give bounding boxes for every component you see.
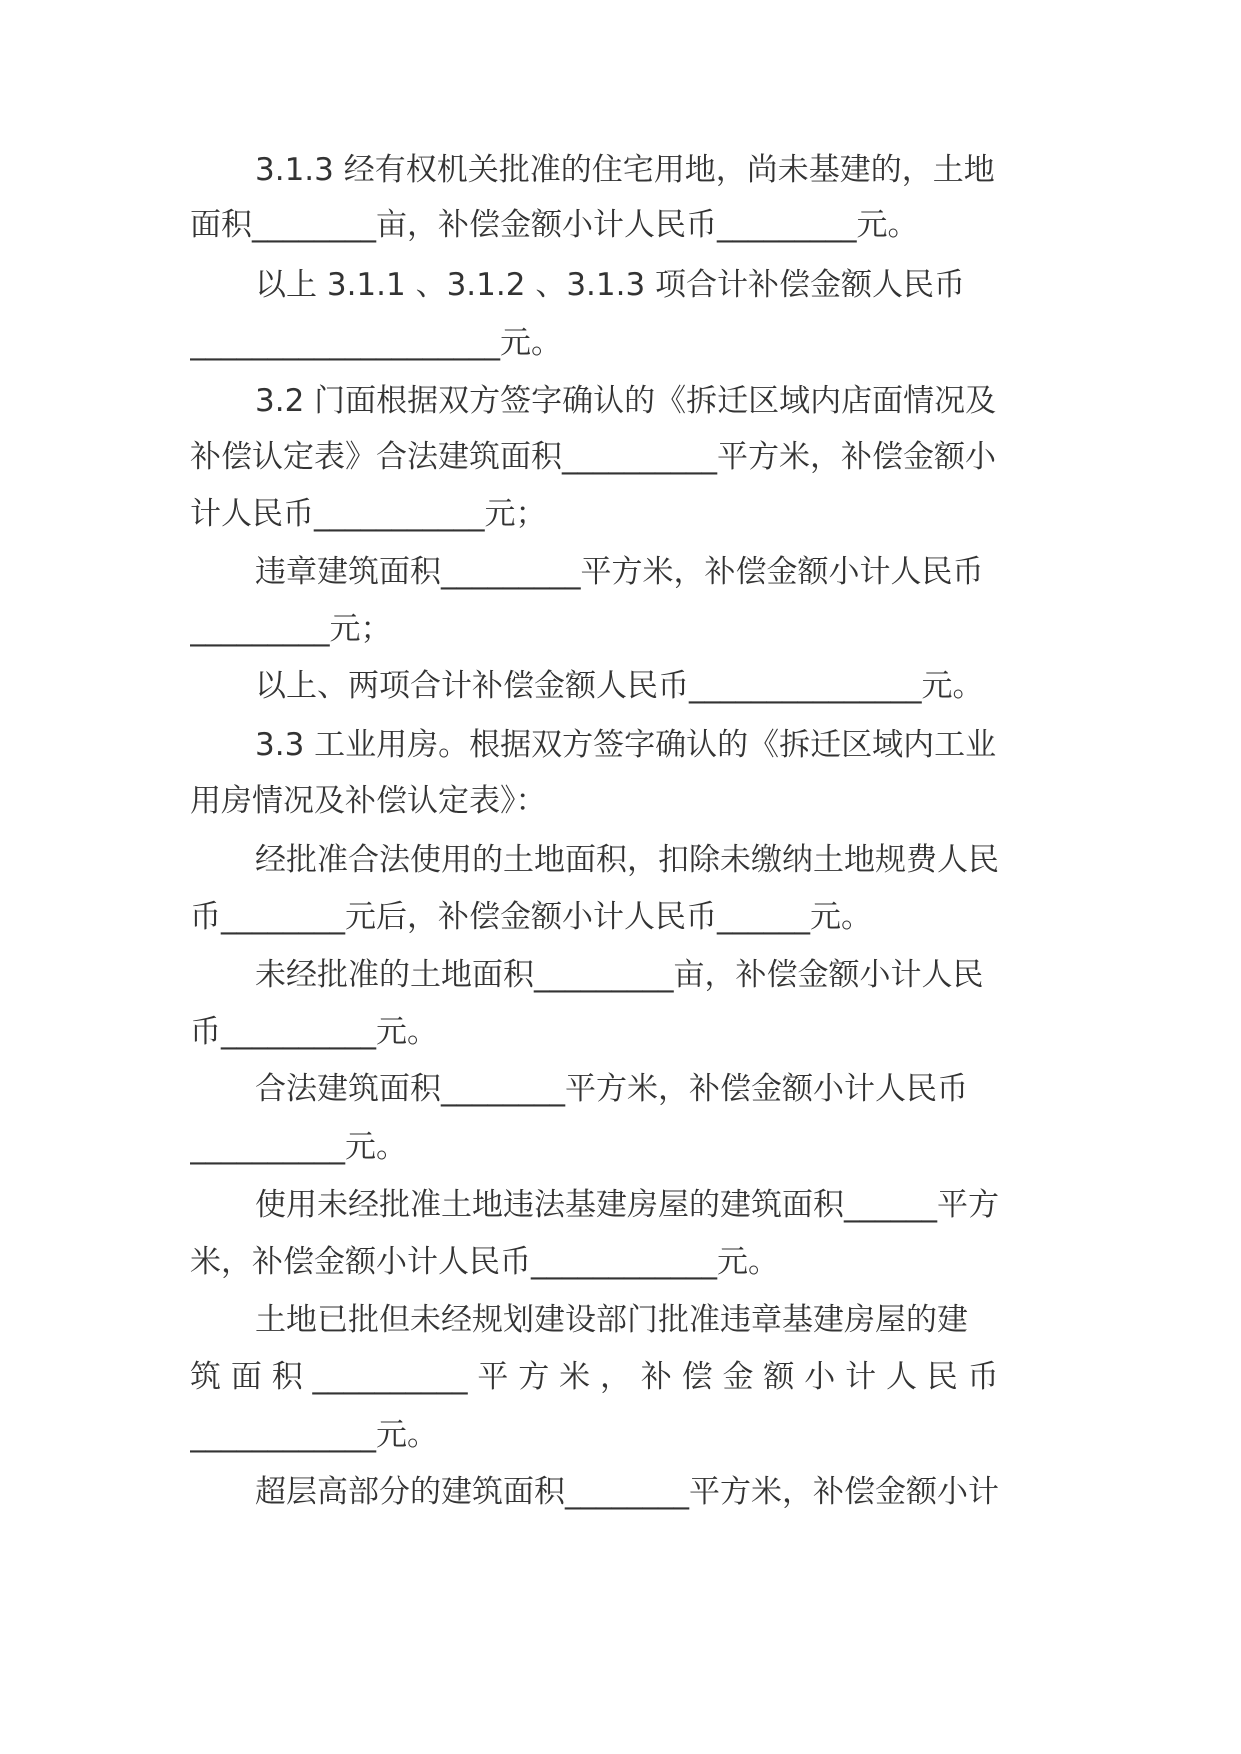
- doc-line-12: 用房情况及补偿认定表》：: [190, 783, 547, 819]
- doc-line-10: 以上、两项合计补偿金额人民币_______________元。: [255, 668, 984, 704]
- doc-line-21: 土地已批但未经规划建设部门批准违章基建房屋的建: [255, 1302, 968, 1338]
- doc-line-23: ____________元。: [190, 1417, 438, 1453]
- doc-line-20: 米，补偿金额小计人民币____________元。: [190, 1244, 779, 1280]
- doc-line-11: 3.3 工业用房。根据双方签字确认的《拆迁区域内工业: [255, 727, 997, 763]
- doc-line-17: 合法建筑面积________平方米，补偿金额小计人民币: [255, 1071, 968, 1107]
- doc-line-3: 以上 3.1.1 、3.1.2 、3.1.3 项合计补偿金额人民币: [255, 267, 966, 303]
- doc-line-13: 经批准合法使用的土地面积，扣除未缴纳土地规费人民: [255, 842, 999, 878]
- doc-line-19: 使用未经批准土地违法基建房屋的建筑面积______平方: [255, 1187, 999, 1223]
- doc-line-8: 违章建筑面积_________平方米，补偿金额小计人民币: [255, 554, 984, 590]
- doc-line-18: __________元。: [190, 1129, 407, 1165]
- doc-line-4: ____________________元。: [190, 325, 562, 361]
- doc-line-14: 币________元后，补偿金额小计人民币______元。: [190, 899, 872, 935]
- doc-line-5: 3.2 门面根据双方签字确认的《拆迁区域内店面情况及: [255, 383, 997, 419]
- doc-line-7: 计人民币___________元；: [190, 496, 547, 532]
- doc-line-22: 筑 面 积 __________ 平 方 米 ， 补 偿 金 额 小 计 人 民 币: [190, 1359, 999, 1395]
- doc-line-15: 未经批准的土地面积_________亩，补偿金额小计人民: [255, 957, 984, 993]
- doc-line-2: 面积________亩，补偿金额小计人民币_________元。: [190, 207, 919, 243]
- doc-line-6: 补偿认定表》合法建筑面积__________平方米，补偿金额小: [190, 439, 996, 475]
- doc-line-1: 3.1.3 经有权机关批准的住宅用地，尚未基建的，土地: [255, 152, 995, 188]
- doc-line-9: _________元；: [190, 611, 392, 647]
- doc-line-16: 币__________元。: [190, 1014, 438, 1050]
- doc-line-24: 超层高部分的建筑面积________平方米，补偿金额小计: [255, 1474, 999, 1510]
